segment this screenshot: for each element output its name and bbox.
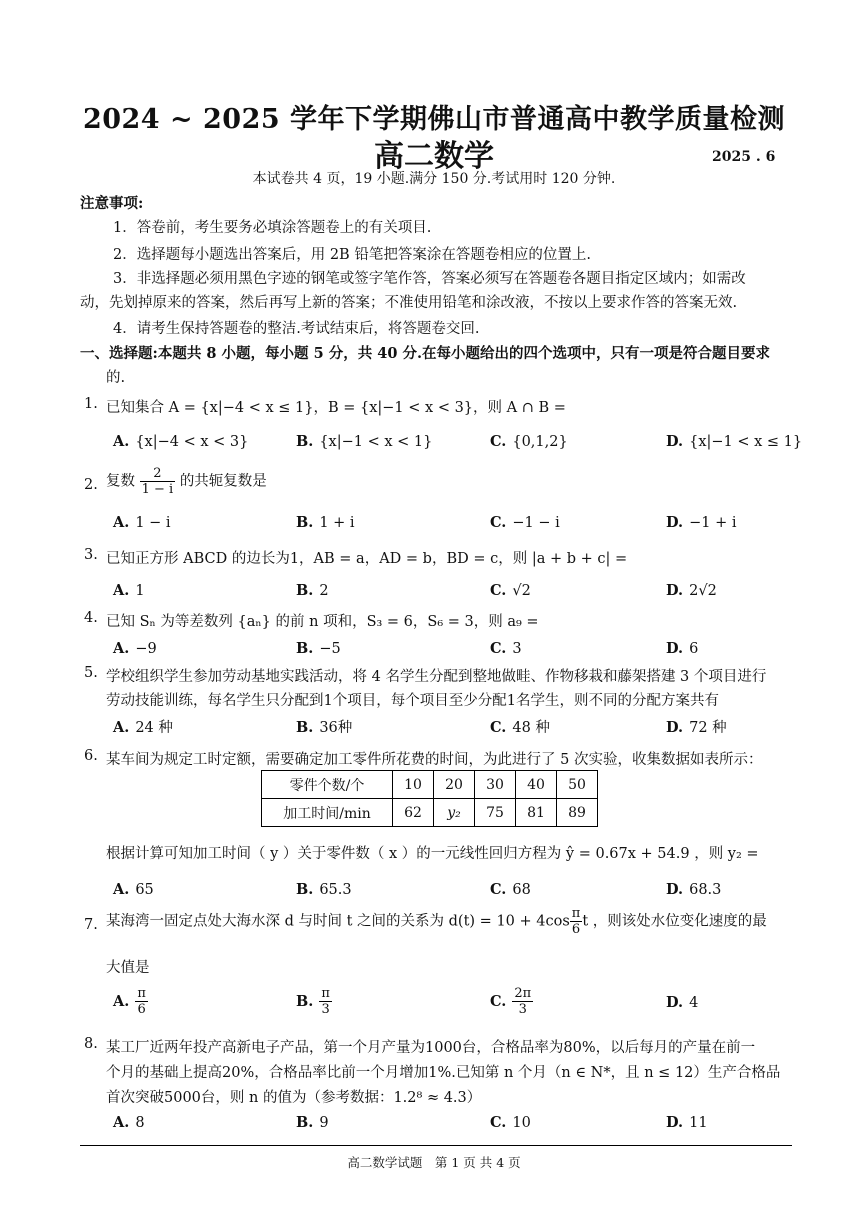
option-value: 68.3 xyxy=(689,882,722,898)
option-value: 1 xyxy=(135,583,145,599)
q4-option-b xyxy=(296,640,341,657)
option-value: 72 种 xyxy=(689,720,727,736)
fraction-numerator: π xyxy=(321,986,330,1001)
q1-number: 1. xyxy=(84,396,98,412)
q4-number: 4. xyxy=(84,610,98,626)
q6-text: 某车间为规定工时定额，需要确定加工零件所花费的时间，为此进行了 5 次实验，收集数据如表所示： xyxy=(106,752,763,768)
option-label: D. xyxy=(666,433,684,450)
notice-heading: 注意事项: xyxy=(80,195,144,212)
option-label: C. xyxy=(490,719,507,736)
q7-option-a xyxy=(113,986,148,1017)
notice-item-4: 4．请考生保持答题卷的整洁.考试结束后，将答题卷交回. xyxy=(113,321,480,337)
q1-option-b xyxy=(296,433,432,450)
q8-option-b xyxy=(296,1114,329,1131)
fraction-numerator: 2π xyxy=(514,986,532,1001)
option-value: {x|−4 < x < 3} xyxy=(135,434,249,450)
footer-divider xyxy=(80,1145,792,1146)
q4-text: 已知 Sₙ 为等差数列 {aₙ} 的前 n 项和，S₃ = 6，S₆ = 3，则 a₉ = xyxy=(106,614,539,630)
q6-option-b xyxy=(296,881,352,898)
q8-option-c xyxy=(490,1114,531,1131)
q7-text-a: 某海湾一固定点处大海水深 d 与时间 t 之间的关系为 d(t) = 10 + 4cos xyxy=(106,913,570,930)
q5-option-b xyxy=(296,716,352,737)
option-label: D. xyxy=(666,994,684,1011)
notice-item-3: 3．非选择题必须用黑色字迹的钢笔或签字笔作答，答案必须写在答题卷各题目指定区域内；如需改 xyxy=(113,271,746,287)
q7-option-c xyxy=(490,986,533,1017)
q2-fraction xyxy=(140,466,176,497)
option-value: 11 xyxy=(689,1115,708,1131)
q3-option-c xyxy=(490,582,531,599)
q2-number: 2. xyxy=(84,477,98,493)
q2-option-c xyxy=(490,514,560,531)
table-cell: 81 xyxy=(516,799,557,827)
q8-number: 8. xyxy=(84,1036,98,1052)
q2-option-d xyxy=(666,514,737,531)
option-label: C. xyxy=(490,640,507,657)
option-value: 36种 xyxy=(319,720,353,736)
q2-option-b xyxy=(296,514,355,531)
option-value: 65.3 xyxy=(319,882,352,898)
q8-text: 某工厂近两年投产高新电子产品，第一个月产量为1000台，合格品率为80%，以后每月的产量在前一 xyxy=(106,1040,756,1056)
option-label: B. xyxy=(296,992,314,1010)
q4-option-a xyxy=(113,640,157,657)
q7-text xyxy=(106,906,767,937)
q8-text-cont: 个月的基础上提高20%，合格品率比前一个月增加1%.已知第 n 个月（n ∈ N*，且 n ≤ 12）生产合格品 xyxy=(106,1065,781,1081)
q2-option-a xyxy=(113,514,171,531)
fraction-denominator: 6 xyxy=(571,922,581,937)
table-cell: 30 xyxy=(475,771,516,799)
option-value: −1 + i xyxy=(689,515,737,531)
option-label: C. xyxy=(490,433,507,450)
q3-number: 3. xyxy=(84,547,98,563)
q5-option-a xyxy=(113,716,173,737)
q6-option-d xyxy=(666,881,721,898)
section-heading-cont: 的. xyxy=(106,370,126,386)
page-footer: 高二数学试题 第 1 页 共 4 页 xyxy=(347,1155,521,1170)
q6-number: 6. xyxy=(84,748,98,764)
table-row xyxy=(262,771,598,799)
table-cell: 10 xyxy=(393,771,434,799)
option-label: C. xyxy=(490,881,507,898)
q7-option-d xyxy=(666,994,698,1011)
exam-title: 2024 ~ 2025 学年下学期佛山市普通高中教学质量检测 xyxy=(82,104,786,135)
option-value: {0,1,2} xyxy=(512,434,568,450)
fraction-denominator: 3 xyxy=(321,1002,330,1017)
option-label: D. xyxy=(666,640,684,657)
option-label: C. xyxy=(490,1114,507,1131)
q3-option-a xyxy=(113,582,145,599)
fraction-denominator: 6 xyxy=(137,1002,146,1017)
option-fraction xyxy=(319,986,332,1017)
option-value: 65 xyxy=(135,882,154,898)
option-value: −5 xyxy=(319,641,341,657)
option-value: {x|−1 < x ≤ 1} xyxy=(689,434,803,450)
option-value: −1 − i xyxy=(512,515,560,531)
q8-text-cont-2: 首次突破5000台，则 n 的值为（参考数据：1.2⁸ ≈ 4.3） xyxy=(106,1090,482,1106)
q6-text-cont: 根据计算可知加工时间（ y ）关于零件数（ x ）的一元线性回归方程为 ŷ = 0.67x + 54.9 ，则 y₂ = xyxy=(106,846,759,862)
option-label: A. xyxy=(113,719,130,736)
option-label: B. xyxy=(296,719,314,736)
option-label: B. xyxy=(296,582,314,599)
option-label: B. xyxy=(296,881,314,898)
q1-option-a xyxy=(113,433,248,450)
q7-text-cont: 大值是 xyxy=(106,960,150,976)
option-value: 24 种 xyxy=(135,720,173,736)
table-cell: y₂ xyxy=(434,799,475,827)
option-value: 8 xyxy=(135,1115,145,1131)
table-cell: 89 xyxy=(557,799,598,827)
option-label: B. xyxy=(296,640,314,657)
q5-text-cont: 劳动技能训练，每名学生只分配到1个项目，每个项目至少分配1名学生，则不同的分配方案共有 xyxy=(106,693,719,709)
option-value: 9 xyxy=(319,1115,329,1131)
option-value: −9 xyxy=(135,641,157,657)
option-value: 1 − i xyxy=(135,515,171,531)
table-cell: 加工时间/min xyxy=(262,799,393,827)
q5-text: 学校组织学生参加劳动基地实践活动，将 4 名学生分配到整地做畦、作物移栽和藤架搭建 3 个项目进行 xyxy=(106,669,767,685)
option-fraction xyxy=(512,986,533,1017)
option-value: 2 xyxy=(319,583,329,599)
q6-option-c xyxy=(490,881,531,898)
option-fraction xyxy=(135,986,148,1017)
section-heading: 一、选择题:本题共 8 小题，每小题 5 分，共 40 分.在每小题给出的四个选项中，只有一项是符合题目要求 xyxy=(80,345,771,362)
q1-option-d xyxy=(666,433,802,450)
table-cell: 50 xyxy=(557,771,598,799)
table-cell: 40 xyxy=(516,771,557,799)
q5-option-c xyxy=(490,716,550,737)
fraction-denominator: 3 xyxy=(518,1002,527,1017)
notice-item-1: 1．答卷前，考生要务必填涂答题卷上的有关项目. xyxy=(113,220,432,236)
table-cell: 75 xyxy=(475,799,516,827)
option-label: D. xyxy=(666,881,684,898)
q5-option-d xyxy=(666,716,727,737)
q6-option-a xyxy=(113,881,154,898)
option-label: A. xyxy=(113,1114,130,1131)
fraction-numerator: 2 xyxy=(140,466,176,482)
option-label: B. xyxy=(296,433,314,450)
option-label: B. xyxy=(296,1114,314,1131)
q4-option-c xyxy=(490,640,522,657)
q3-text: 已知正方形 ABCD 的边长为1，AB = a，AD = b，BD = c，则 |a + b + c| = xyxy=(106,551,628,567)
option-value: 48 种 xyxy=(512,720,550,736)
q4-option-d xyxy=(666,640,698,657)
table-cell: 62 xyxy=(393,799,434,827)
q7-option-b xyxy=(296,986,332,1017)
q3-option-d xyxy=(666,582,717,599)
q8-option-d xyxy=(666,1114,708,1131)
option-value: 2√2 xyxy=(689,583,717,599)
option-value: 1 + i xyxy=(319,515,355,531)
option-label: D. xyxy=(666,514,684,531)
fraction-denominator: 1 − i xyxy=(141,482,174,497)
option-value: {x|−1 < x < 1} xyxy=(319,434,433,450)
option-label: A. xyxy=(113,640,130,657)
option-label: D. xyxy=(666,719,684,736)
option-value: 6 xyxy=(689,641,699,657)
q7-fraction xyxy=(570,906,583,937)
option-label: A. xyxy=(113,582,130,599)
q2-text-a: 复数 xyxy=(106,473,135,490)
q5-number: 5. xyxy=(84,665,98,681)
option-value: 4 xyxy=(689,995,699,1011)
q2-text xyxy=(106,466,267,497)
q3-option-b xyxy=(296,582,329,599)
option-label: B. xyxy=(296,514,314,531)
data-table xyxy=(261,770,598,827)
fraction-numerator: π xyxy=(137,986,146,1001)
table-cell: 零件个数/个 xyxy=(262,771,393,799)
table-row xyxy=(262,799,598,827)
notice-item-2: 2．选择题每小题选出答案后，用 2B 铅笔把答案涂在答题卷相应的位置上. xyxy=(113,247,591,263)
option-value: 10 xyxy=(512,1115,531,1131)
option-label: D. xyxy=(666,1114,684,1131)
exam-date: 2025 . 6 xyxy=(712,149,776,165)
option-value: 68 xyxy=(512,882,531,898)
exam-info: 本试卷共 4 页，19 小题.满分 150 分.考试用时 120 分钟. xyxy=(252,171,616,187)
q1-option-c xyxy=(490,433,568,450)
q2-text-b: 的共轭复数是 xyxy=(179,473,267,490)
option-label: D. xyxy=(666,582,684,599)
option-label: A. xyxy=(113,514,130,531)
q7-text-b: t ，则该处水位变化速度的最 xyxy=(582,913,767,930)
notice-item-3-cont: 动，先划掉原来的答案，然后再写上新的答案；不准使用铅笔和涂改液，不按以上要求作答的答案无效. xyxy=(80,295,738,311)
option-value: √2 xyxy=(512,583,531,599)
table-cell: 20 xyxy=(434,771,475,799)
q7-number: 7. xyxy=(84,917,98,933)
fraction-numerator: π xyxy=(571,906,581,921)
option-label: A. xyxy=(113,433,130,450)
option-value: 3 xyxy=(512,641,522,657)
subject-title: 高二数学 xyxy=(374,139,494,174)
option-label: A. xyxy=(113,992,130,1010)
q1-text: 已知集合 A = {x|−4 < x ≤ 1}，B = {x|−1 < x < 3}，则 A ∩ B = xyxy=(106,400,566,416)
option-label: A. xyxy=(113,881,130,898)
option-label: C. xyxy=(490,514,507,531)
option-label: C. xyxy=(490,582,507,599)
q8-option-a xyxy=(113,1114,145,1131)
option-label: C. xyxy=(490,992,507,1010)
